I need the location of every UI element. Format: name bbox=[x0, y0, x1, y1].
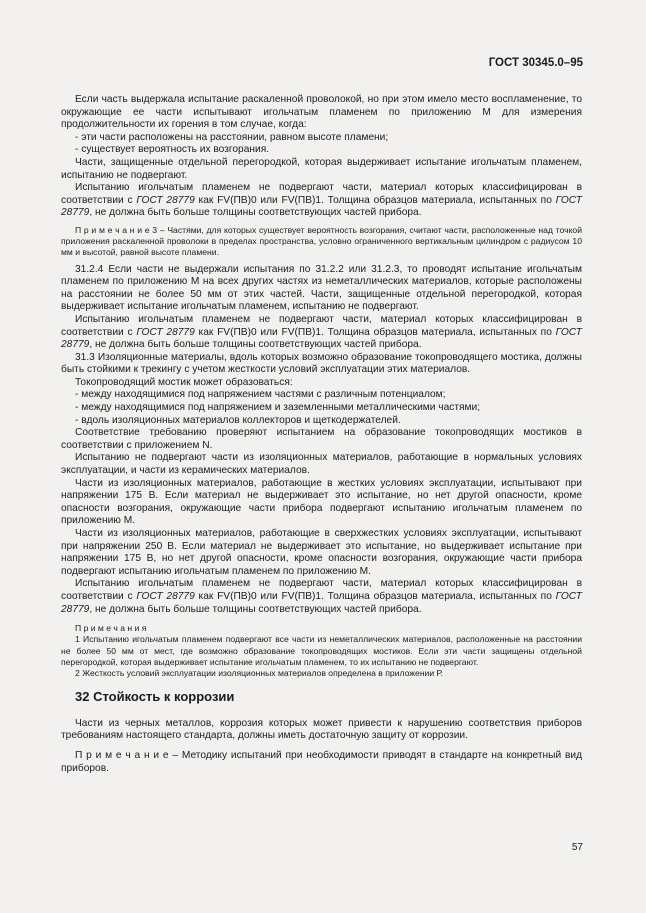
note: П р и м е ч а н и е – Методику испытаний при необходимости приводят в стандарте на конкретный вид приборов. bbox=[61, 749, 583, 774]
paragraph: Части, защищенные отдельной перегородкой, которая выдерживает испытание игольчатым пламенем, испытанию не подвергают. bbox=[61, 156, 582, 181]
paragraph: Если часть выдержала испытание раскаленной проволокой, но при этом имело место воспламенение, то окружающие ее части испытывают игольчатым пламенем по приложению М для измерения продолжительности их горения в том случае, когда: bbox=[61, 94, 582, 131]
paragraph: Испытанию игольчатым пламенем не подвергают части, материал которых классифицирован в соответствии с ГОСТ 28779 как FV(ПВ)0 или FV(ПВ)1. Толщина образцов материала, испытанных по ГОСТ 28779, не должна быть больше толщины соответствующих частей прибора. bbox=[61, 313, 582, 351]
note-label: П р и м е ч а н и е 3 bbox=[75, 224, 158, 235]
paragraph: 31.3 Изоляционные материалы, вдоль которых возможно образование токопроводящего мостика, должны быть стойкими к трекингу с учетом жесткости условий эксплуатации этих материалов. bbox=[61, 351, 582, 376]
paragraph: Испытанию игольчатым пламенем не подвергают части, материал которых классифицирован в соответствии с ГОСТ 28779 как FV(ПВ)0 или FV(ПВ)1. Толщина образцов материала, испытанных по ГОСТ 28779, не должна быть больше толщины соответствующих частей прибора. bbox=[61, 182, 582, 219]
standard-reference: ГОСТ 28779 bbox=[136, 326, 195, 338]
standard-reference: ГОСТ 28779 bbox=[136, 590, 195, 602]
list-item: - вдоль изоляционных материалов коллекторов и щеткодержателей. bbox=[75, 414, 401, 426]
paragraph: Токопроводящий мостик может образоваться: bbox=[75, 376, 293, 388]
paragraph: Испытанию игольчатым пламенем не подвергают части, материал которых классифицирован в соответствии с ГОСТ 28779 как FV(ПВ)0 или FV(ПВ)1. Толщина образцов материала, испытанных по ГОСТ 28779, не должна быть больше толщины соответствующих частей прибора. bbox=[61, 578, 582, 615]
note: 1 Испытанию игольчатым пламенем подвергают все части из неметаллических материалов, расположенные на расстоянии не более 50 мм от мест, где возможно образование токопроводящих мостиков. Если эти части защищены отдельной перегородкой, которая выдерживает испытание игольчатым пламенем, то их испытанию не подвергают. bbox=[61, 634, 582, 667]
standard-reference: ГОСТ 28779 bbox=[136, 194, 195, 206]
paragraph: Соответствие требованию проверяют испытанием на образование токопроводящих мостиков в соответствии с приложением N. bbox=[61, 427, 582, 451]
list-item: - эти части расположены на расстоянии, равном высоте пламени; bbox=[75, 131, 389, 143]
note: 2 Жесткость условий эксплуатации изоляционных материалов определена в приложении Р. bbox=[75, 667, 444, 678]
list-item: - между находящимися под напряжением и заземленными металлическими частями; bbox=[75, 402, 481, 414]
document-number: ГОСТ 30345.0–95 bbox=[488, 57, 583, 69]
standard-reference: ГОСТ 28779 bbox=[61, 194, 582, 219]
paragraph: Части из изоляционных материалов, работающие в жестких условиях эксплуатации, испытывают при напряжении 175 В. Если материал не выдерживает это испытание, но нет другой опасности, кроме опасности возгорания, окружающие части прибора подвергают испытанию игольчатым пламенем по приложению М. bbox=[61, 477, 582, 527]
page-number: 57 bbox=[571, 842, 583, 853]
note: П р и м е ч а н и е 3 – Частями, для которых существует вероятность возгорания, считают части, расположенные над точкой приложения раскаленной проволоки в пределах пространства, условно ограниченного вертикальным цилиндром с радиусом 10 мм и высотой, равной высоте пламени. bbox=[61, 224, 582, 258]
paragraph: Части из изоляционных материалов, работающие в сверхжестких условиях эксплуатации, испытывают при напряжении 250 В. Если материал не выдерживает это испытание, но выдерживает испытание при напряжении 175 В, но нет другой опасности, кроме опасности возгорания, окружающие части прибора подвергают испытанию игольчатым пламенем по приложению М. bbox=[61, 528, 582, 577]
standard-reference: ГОСТ 28779 bbox=[61, 326, 582, 351]
paragraph: 31.2.4 Если части не выдержали испытания по 31.2.2 или 31.2.3, то проводят испытание игольчатым пламенем по приложению М на всех других частях из неметаллических материалов, которые расположены на расстоянии не более 50 мм от этих частей. Части, защищенные отдельной перегородкой, которая выдерживает испытание игольчатым пламенем, испытанию не подвергают. bbox=[61, 263, 582, 313]
notes-label: П р и м е ч а н и я bbox=[75, 623, 147, 634]
page-body bbox=[61, 94, 582, 775]
list-item: - существует вероятность их возгорания. bbox=[75, 144, 270, 156]
section-heading: 32 Стойкость к коррозии bbox=[75, 689, 235, 705]
list-item: - между находящимися под напряжением частями с различным потенциалом; bbox=[75, 389, 446, 401]
paragraph: Испытанию не подвергают части из изоляционных материалов, работающие в нормальных условиях эксплуатации, и части из керамических материалов. bbox=[61, 452, 582, 477]
paragraph: Части из черных металлов, коррозия которых может привести к нарушению соответствия приборов требованиям настоящего стандарта, должны иметь достаточную защиту от коррозии. bbox=[61, 717, 582, 742]
note-label: П р и м е ч а н и е bbox=[75, 749, 169, 761]
standard-reference: ГОСТ 28779 bbox=[61, 590, 582, 615]
